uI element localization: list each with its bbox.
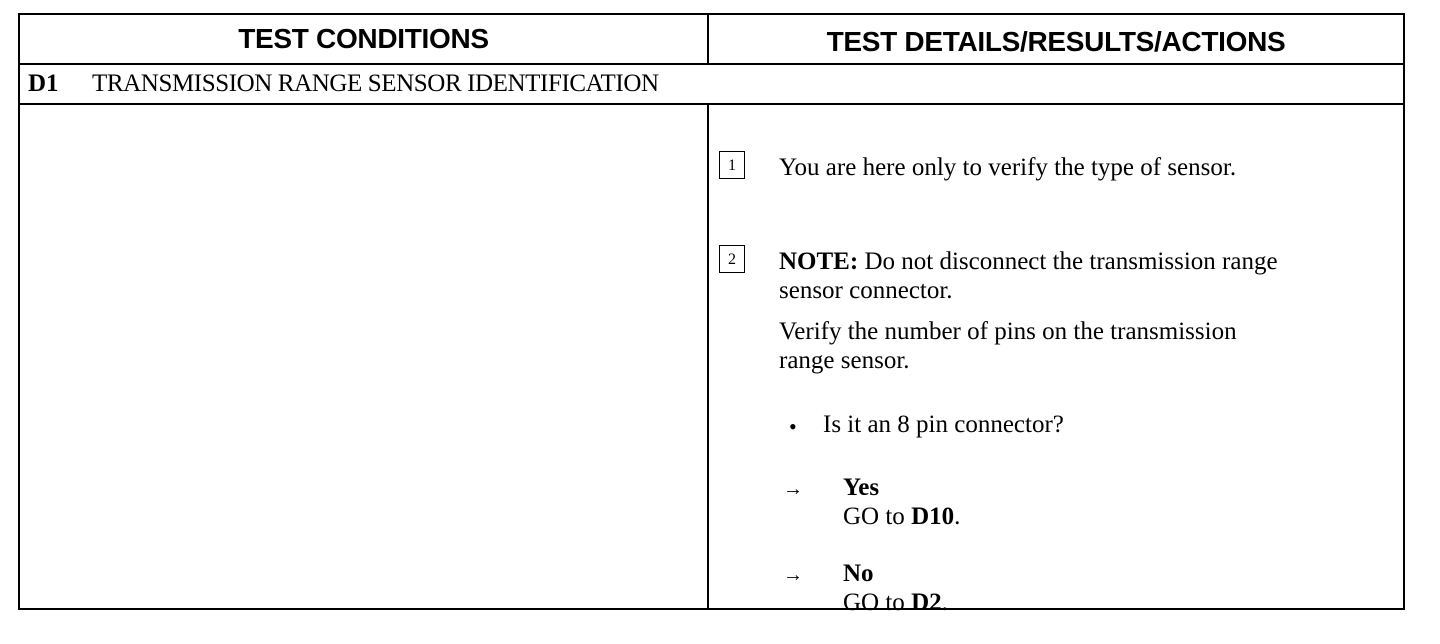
step-1-number-box xyxy=(719,151,745,179)
question-text: Is it an 8 pin connector? xyxy=(823,411,1064,438)
outcome-no-prefix: GO to xyxy=(843,589,905,616)
header-test-details: TEST DETAILS/RESULTS/ACTIONS xyxy=(709,15,1403,65)
section-id: D1 xyxy=(28,70,59,97)
outcome-yes-action xyxy=(843,502,960,531)
step-2-note xyxy=(779,247,1391,305)
step-1-number: 1 xyxy=(728,156,736,174)
note-text-line2: sensor connector. xyxy=(779,277,953,304)
outcome-yes-suffix: . xyxy=(954,503,961,530)
bullet-icon: • xyxy=(789,414,797,439)
step-2-note-line1 xyxy=(779,247,1391,276)
verify-line2: range sensor. xyxy=(779,347,910,374)
step-2-number-box xyxy=(719,245,745,273)
verify-line1: Verify the number of pins on the transmission xyxy=(779,318,1237,345)
outcome-yes xyxy=(843,473,960,531)
outcome-no-answer: No xyxy=(843,560,874,587)
header-test-conditions: TEST CONDITIONS xyxy=(20,15,707,65)
step-1-text: You are here only to verify the type of sensor. xyxy=(779,154,1237,181)
section-title: TRANSMISSION RANGE SENSOR IDENTIFICATION xyxy=(92,70,659,97)
arrow-icon: → xyxy=(783,478,803,500)
step-2-verify xyxy=(779,317,1391,375)
outcome-yes-answer: Yes xyxy=(843,474,880,501)
outcome-yes-prefix: GO to xyxy=(843,503,905,530)
note-label: NOTE: xyxy=(779,248,859,275)
outcome-no-action xyxy=(843,588,948,617)
note-text-line1: Do not disconnect the transmission range xyxy=(864,248,1278,275)
outcome-no-target: D2 xyxy=(911,589,942,616)
outcome-no xyxy=(843,559,948,617)
test-procedure-table xyxy=(18,13,1405,616)
outcome-no-suffix: . xyxy=(941,589,948,616)
arrow-icon: → xyxy=(783,564,803,586)
section-row xyxy=(20,65,1403,105)
outcome-yes-target: D10 xyxy=(911,503,955,530)
step-2-number: 2 xyxy=(728,250,736,268)
